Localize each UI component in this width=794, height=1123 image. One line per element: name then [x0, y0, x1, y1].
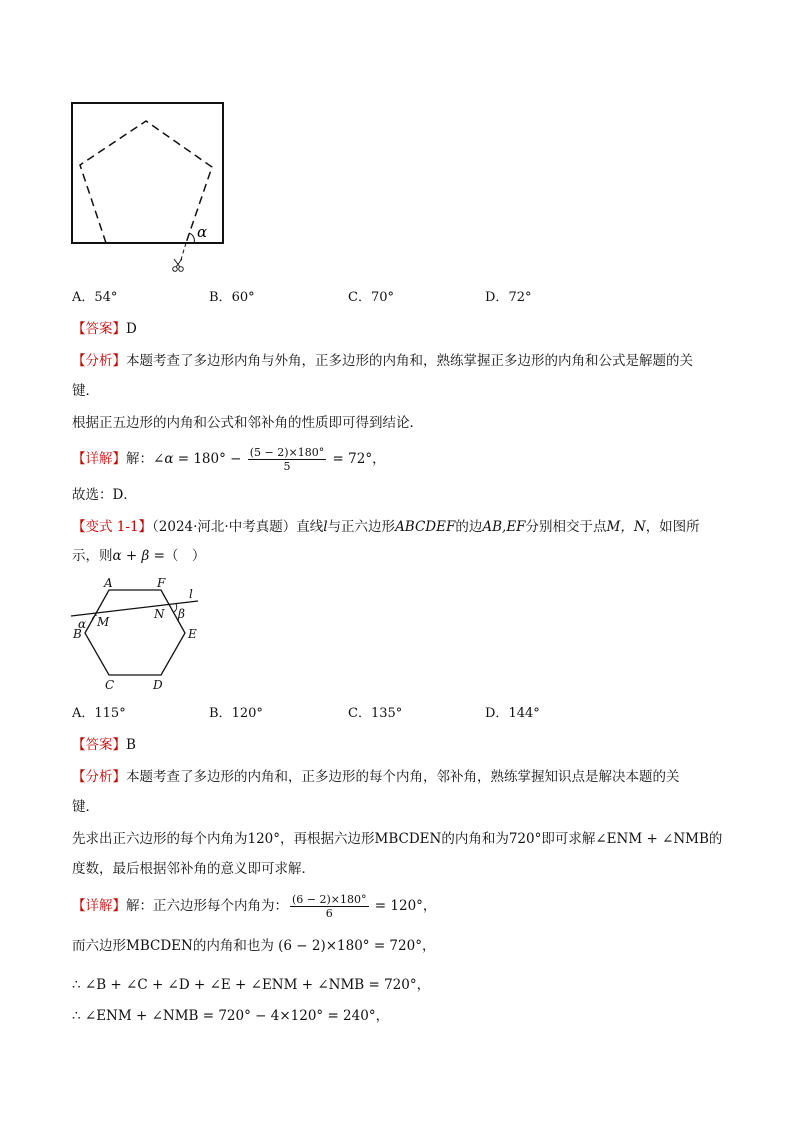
q1-answer: 【答案】D	[72, 321, 137, 337]
q2-fraction: $\frac{(6 - 2)\times 180^\circ}{6}$	[292, 893, 367, 920]
q1-choice-d: D．72°	[485, 290, 532, 305]
q1-choice-a: A．54°	[72, 290, 118, 305]
alpha-label: α	[197, 223, 208, 241]
label-B: B	[73, 627, 82, 641]
q2-choice-d: D．144°	[485, 706, 540, 721]
variant-question-line1: 【变式 1-1】（2024·河北·中考真题）直线l与正六边形ABCDEF的边AB,EF分别相交于点M，N，如图所	[72, 519, 700, 535]
q2-choice-b: B．120°	[209, 706, 263, 721]
label-A: A	[104, 576, 113, 590]
q2-line-angle-sum: ∴ ∠B + ∠C + ∠D + ∠E + ∠ENM + ∠NMB = 720°，	[72, 977, 431, 993]
q1-conclusion: 故选：D．	[72, 487, 137, 503]
q1-analysis-line2: 键．	[72, 383, 99, 399]
q2-detail: 【详解】解：正六边形每个内角为： $\frac{(6 - 2)\times 180^\circ}{6}$ = 120°，	[72, 893, 437, 920]
q2-analysis-line3: 先求出正六边形的每个内角为120°，再根据六边形MBCDEN的内角和为720°即可求解∠ENM + ∠NMB的	[72, 831, 723, 847]
q2-line-hexagon-sum: 而六边形MBCDEN的内角和也为 (6 − 2)×180° = 720°，	[72, 938, 436, 954]
label-M: M	[97, 615, 110, 629]
label-beta: β	[178, 607, 185, 621]
label-alpha: α	[78, 617, 87, 631]
q2-analysis-line4: 度数，最后根据邻补角的意义即可求解．	[72, 861, 315, 877]
q2-answer: 【答案】B	[72, 737, 136, 753]
q2-choice-a: A．115°	[72, 706, 126, 721]
q2-analysis-line1: 【分析】本题考查了多边形的内角和，正多边形的每个内角，邻补角，熟练掌握知识点是解决本题的关	[72, 769, 680, 785]
q1-choice-c: C．70°	[348, 290, 394, 305]
label-D: D	[153, 678, 163, 692]
variant-question-line2: 示，则α + β =（ ）	[72, 548, 206, 564]
label-C: C	[105, 678, 115, 692]
q1-analysis-line1: 【分析】本题考查了多边形内角与外角，正多边形的内角和，熟练掌握正多边形的内角和公式是解题的关	[72, 353, 693, 369]
q1-analysis-line3: 根据正五边形的内角和公式和邻补角的性质即可得到结论．	[72, 415, 423, 431]
figure-hexagon	[66, 574, 206, 694]
q2-choice-c: C．135°	[348, 706, 403, 721]
figure-square-pentagon	[60, 95, 240, 275]
label-F: F	[157, 576, 166, 590]
label-E: E	[188, 627, 197, 641]
q1-choice-b: B．60°	[209, 290, 255, 305]
q1-fraction: $\frac{(5 - 2)\times 180^\circ}{5}$	[249, 446, 325, 473]
label-N: N	[154, 607, 165, 621]
label-l: l	[189, 587, 193, 601]
q2-line-result: ∴ ∠ENM + ∠NMB = 720° − 4×120° = 240°，	[72, 1008, 390, 1024]
q2-analysis-line2: 键．	[72, 799, 99, 815]
q1-detail: 【详解】解：∠α = 180° − $\frac{(5 - 2)\times 180^\circ}{5}$ = 72°，	[72, 446, 386, 473]
scissors-icon	[173, 259, 184, 271]
